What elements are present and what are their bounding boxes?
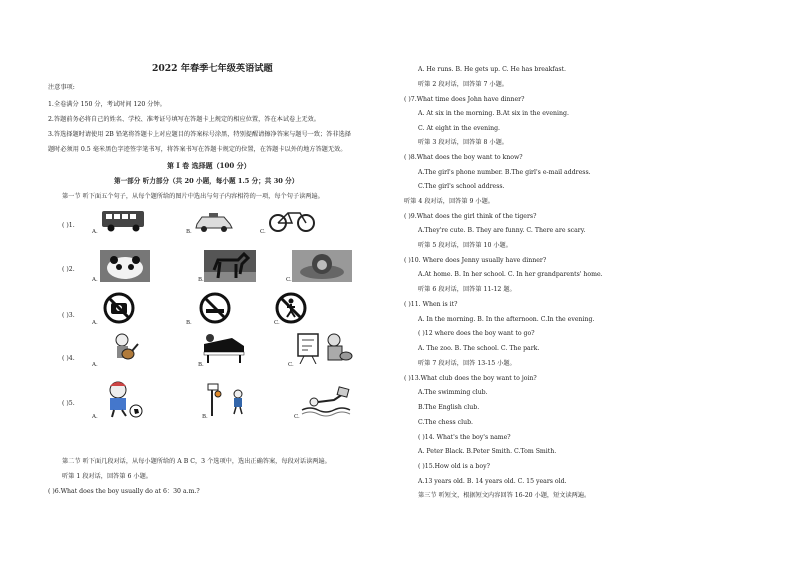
lion-icon [292, 250, 352, 282]
soccer-boy-icon [98, 380, 144, 418]
q5-option-a-label: A. [92, 414, 98, 420]
school-bus-icon [100, 207, 148, 233]
question-9: ( )9.What does the girl think of the tigers? [404, 213, 537, 220]
question-4-number: ( )4. [62, 355, 75, 362]
q12-options: A. The zoo. B. The school. C. The park. [418, 345, 540, 352]
question-13: ( )13.What club does the boy want to join? [404, 375, 537, 382]
section3-instructions: 第三节 听短文，根据短文内容回答 16-20 小题，短文读两遍。 [418, 492, 591, 499]
part1-title: 第 I 卷 选择题（100 分） [167, 161, 251, 170]
horse-icon [204, 250, 256, 282]
question-7: ( )7.What time does John have dinner? [404, 96, 525, 103]
exam-title: 2022 年春季七年级英语试题 [152, 63, 273, 74]
question-10: ( )10. Where does Jenny usually have dinner? [404, 257, 547, 264]
q15-options: A.13 years old. B. 14 years old. C. 15 years old. [418, 478, 567, 485]
notice-2: 2.答题前务必将自己的姓名、学校、准考证号填写在答题卡上规定的相应位置，答在本试卷上无效。 [48, 116, 320, 123]
question-2-number: ( )2. [62, 266, 75, 273]
q1-option-b-label: B. [186, 229, 192, 235]
q9-options: A.They're cute. B. They are funny. C. There are scary. [418, 227, 586, 234]
q1-option-c-label: C. [260, 229, 266, 235]
swimmer-icon [300, 386, 354, 418]
section2-instructions: 第二节 听下面几段对话，从每小题所给的 A B C，3 个选项中，选出正确答案，每段对话读两遍。 [62, 458, 331, 465]
no-walking-icon [274, 292, 308, 324]
question-15: ( )15.How old is a boy? [418, 463, 490, 470]
q3-option-c-label: C. [274, 320, 280, 326]
q13-option-c: C.The chess club. [418, 419, 474, 426]
q4-option-a-label: A. [92, 362, 98, 368]
dialog-1-note: 听第 1 段对话，回答第 6 小题。 [62, 473, 152, 480]
section1-instructions: 第一节 听下面五个句子，从每个题所给的图片中选出与句子内容相符的一项，每个句子读两遍。 [62, 193, 324, 200]
q2-option-b-label: B. [198, 277, 204, 283]
q1-option-a-label: A. [92, 229, 98, 235]
no-smoking-icon [198, 292, 232, 324]
q5-option-c-label: C. [294, 414, 300, 420]
dialog-3-note: 听第 3 段对话，回答第 8 小题。 [418, 139, 508, 146]
q14-options: A. Peter Black. B.Peter Smith. C.Tom Smith. [418, 448, 557, 455]
notice-3: 3.答选择题时请使用 2B 铅笔将答题卡上对应题目的答案标号涂黑，特别提醒请擦净答案与题号一致；答非选择 [48, 131, 351, 138]
question-8: ( )8.What does the boy want to know? [404, 154, 523, 161]
q5-option-b-label: B. [202, 414, 208, 420]
basketball-boy-icon [206, 382, 250, 416]
q6-options: A. He runs. B. He gets up. C. He has breakfast. [418, 66, 567, 73]
q7-options-ab: A. At six in the morning. B.At six in the evening. [418, 110, 569, 117]
dialog-6-note: 听第 6 段对话，回答第 11-12 题。 [418, 286, 516, 293]
q10-options: A.At home. B. In her school. C. In her grandparents' home. [418, 271, 603, 278]
q4-option-b-label: B. [198, 362, 204, 368]
q11-options: A. In the morning. B. In the afternoon. C.In the evening. [418, 316, 595, 323]
q2-option-a-label: A. [92, 277, 98, 283]
question-5-number: ( )5. [62, 400, 75, 407]
q8-options-ab: A.The girl's phone number. B.The girl's e-mail address. [418, 169, 591, 176]
question-6: ( )6.What does the boy usually do at 6：30 a.m.? [48, 488, 200, 495]
q13-option-a: A.The swimming club. [418, 389, 488, 396]
section1-title: 第一部分 听力部分（共 20 小题，每小题 1.5 分；共 30 分） [114, 177, 299, 185]
question-14: ( )14. What's the boy's name? [418, 434, 511, 441]
q8-option-c: C.The girl's school address. [418, 183, 505, 190]
q3-option-a-label: A. [92, 320, 98, 326]
notice-4: 题时必须用 0.5 毫米黑色字迹签字笔书写，将答案书写在答题卡规定的位置，在答题卡以外的地方答题无效。 [48, 146, 347, 153]
dialog-7-note: 听第 7 段对话，回答 13-15 小题。 [418, 360, 516, 367]
q7-option-c: C. At eight in the evening. [418, 125, 501, 132]
panda-icon [100, 250, 150, 282]
guitar-boy-icon [108, 332, 140, 364]
notice-1: 1.全卷满分 150 分，考试时间 120 分钟。 [48, 101, 166, 108]
question-1-number: ( )1. [62, 222, 75, 229]
dialog-4-note: 听第 4 段对话，回答第 9 小题。 [404, 198, 494, 205]
painter-icon [294, 330, 354, 364]
q2-option-c-label: C. [286, 277, 292, 283]
question-12: ( )12 where does the boy want to go? [418, 330, 535, 337]
piano-player-icon [202, 330, 246, 364]
no-camera-icon [102, 292, 136, 324]
q13-option-b: B.The English club. [418, 404, 480, 411]
bicycle-icon [268, 207, 316, 233]
q4-option-c-label: C. [288, 362, 294, 368]
taxi-icon [194, 210, 234, 232]
q3-option-b-label: B. [186, 320, 192, 326]
dialog-2-note: 听第 2 段对话，回答第 7 小题。 [418, 81, 508, 88]
notice-heading: 注意事项: [48, 84, 75, 91]
dialog-5-note: 听第 5 段对话，回答第 10 小题。 [418, 242, 512, 249]
question-3-number: ( )3. [62, 312, 75, 319]
question-11: ( )11. When is it? [404, 301, 458, 308]
